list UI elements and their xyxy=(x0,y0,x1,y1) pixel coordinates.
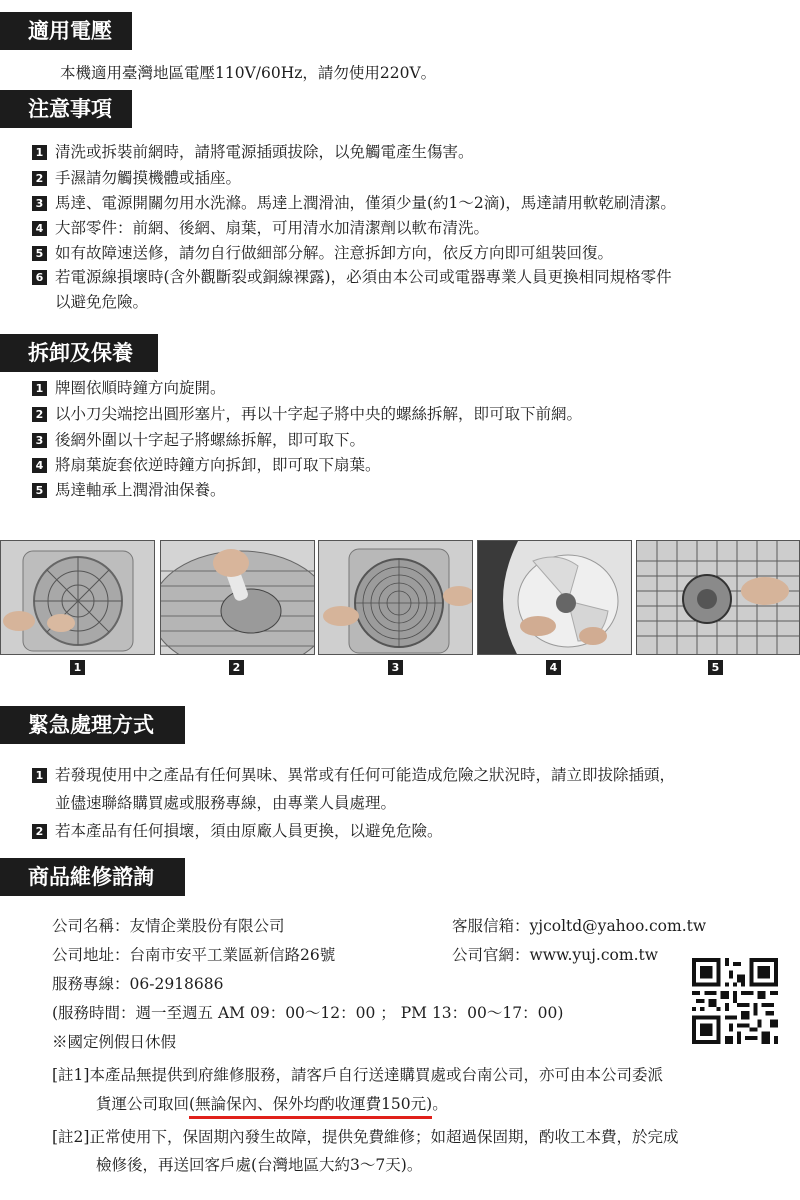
holiday-note: ※國定例假日休假 xyxy=(52,1033,177,1051)
note-1-line-1: [註1]本產品無提供到府維修服務，請客戶自行送達購買處或台南公司，亦可由本公司委派 xyxy=(52,1066,663,1084)
number-badge: 1 xyxy=(32,381,47,396)
photo-number-5: 5 xyxy=(708,660,723,675)
disassembly-text: 馬達軸承上潤滑油保養。 xyxy=(55,481,226,499)
caution-text: 馬達、電源開關勿用水洗滌。馬達上潤滑油，僅須少量(約1～2滴)，馬達請用軟乾刷清潔。 xyxy=(55,194,676,212)
caution-item xyxy=(32,139,474,165)
note-2-line-1: [註2]正常使用下，保固期內發生故障，提供免費維修；如超過保固期，酌收工本費，於完成 xyxy=(52,1128,679,1146)
qr-code-icon xyxy=(692,958,778,1044)
company-website: 公司官網：www.yuj.com.tw xyxy=(452,946,658,964)
section-header-service: 商品維修諮詢 xyxy=(0,858,185,896)
disassembly-item xyxy=(32,427,365,453)
number-badge: 2 xyxy=(32,407,47,422)
number-badge: 1 xyxy=(32,768,47,783)
step-photo-5 xyxy=(636,540,800,655)
number-badge: 6 xyxy=(32,270,47,285)
emergency-text: 若本產品有任何損壞，須由原廠人員更換，以避免危險。 xyxy=(55,822,443,840)
caution-text: 大部零件：前網、後網、扇葉，可用清水加清潔劑以軟布清洗。 xyxy=(55,219,490,237)
company-address: 公司地址：台南市安平工業區新信路26號 xyxy=(52,946,336,964)
caution-item xyxy=(32,165,241,191)
service-hours: (服務時間：週一至週五 AM 09：00～12：00 ； PM 13：00～17：00) xyxy=(52,1004,564,1022)
disassembly-text: 以小刀尖端挖出圓形塞片，再以十字起子將中央的螺絲拆解，即可取下前網。 xyxy=(55,405,583,423)
caution-item xyxy=(32,264,672,290)
photo-number-4: 4 xyxy=(546,660,561,675)
disassembly-item xyxy=(32,452,381,478)
step-photo-2 xyxy=(160,540,315,655)
caution-text: 清洗或拆裝前網時，請將電源插頭拔除，以免觸電產生傷害。 xyxy=(55,143,474,161)
company-name: 公司名稱：友情企業股份有限公司 xyxy=(52,917,285,935)
number-badge: 3 xyxy=(32,433,47,448)
step-photo-4 xyxy=(477,540,632,655)
caution-item xyxy=(32,190,676,216)
number-badge: 4 xyxy=(32,458,47,473)
disassembly-item xyxy=(32,375,226,401)
photo-number-2: 2 xyxy=(229,660,244,675)
number-badge: 5 xyxy=(32,483,47,498)
emergency-item xyxy=(32,818,443,844)
service-hotline: 服務專線：06-2918686 xyxy=(52,975,224,993)
caution-item xyxy=(32,215,489,241)
voltage-text: 本機適用臺灣地區電壓110V/60Hz，請勿使用220V。 xyxy=(60,64,437,82)
note-1-text: 。 xyxy=(432,1095,448,1113)
caution-text: 若電源線損壞時(含外觀斷裂或銅線裸露)，必須由本公司或電器專業人員更換相同規格零件 xyxy=(55,268,672,286)
number-badge: 1 xyxy=(32,145,47,160)
note-2-line-2: 檢修後，再送回客戶處(台灣地區大約3～7天)。 xyxy=(96,1156,423,1174)
photo-number-1: 1 xyxy=(70,660,85,675)
caution-text: 手濕請勿觸摸機體或插座。 xyxy=(55,169,242,187)
step-photo-3 xyxy=(318,540,473,655)
section-header-emergency: 緊急處理方式 xyxy=(0,706,185,744)
note-1-text: 貨運公司取回 xyxy=(96,1095,190,1113)
section-header-voltage: 適用電壓 xyxy=(0,12,132,50)
number-badge: 2 xyxy=(32,171,47,186)
disassembly-text: 後網外圍以十字起子將螺絲拆解，即可取下。 xyxy=(55,431,366,449)
service-email: 客服信箱：yjcoltd@yahoo.com.tw xyxy=(452,917,707,935)
disassembly-item xyxy=(32,401,582,427)
emergency-item-continued xyxy=(32,790,396,816)
photo-number-3: 3 xyxy=(388,660,403,675)
number-badge: 3 xyxy=(32,196,47,211)
emergency-text: 若發現使用中之產品有任何異味、異常或有任何可能造成危險之狀況時，請立即拔除插頭， xyxy=(55,766,676,784)
section-header-cautions: 注意事項 xyxy=(0,90,132,128)
number-badge: 2 xyxy=(32,824,47,839)
note-1-line-2 xyxy=(96,1091,448,1119)
step-photo-1 xyxy=(0,540,155,655)
section-header-disassembly: 拆卸及保養 xyxy=(0,334,158,372)
caution-text: 以避免危險。 xyxy=(55,293,149,311)
disassembly-text: 牌圈依順時鐘方向旋開。 xyxy=(55,379,226,397)
number-badge: 5 xyxy=(32,246,47,261)
caution-text: 如有故障速送修，請勿自行做細部分解。注意拆卸方向，依反方向即可組裝回復。 xyxy=(55,244,614,262)
disassembly-text: 將扇葉旋套依逆時鐘方向拆卸，即可取下扇葉。 xyxy=(55,456,381,474)
caution-item xyxy=(32,240,613,266)
note-1-highlight: (無論保內、保外均酌收運費150元) xyxy=(189,1092,432,1119)
number-badge: 4 xyxy=(32,221,47,236)
caution-item-continued xyxy=(32,289,148,315)
emergency-item xyxy=(32,762,675,788)
disassembly-item xyxy=(32,477,226,503)
emergency-text: 並儘速聯絡購買處或服務專線，由專業人員處理。 xyxy=(55,794,397,812)
